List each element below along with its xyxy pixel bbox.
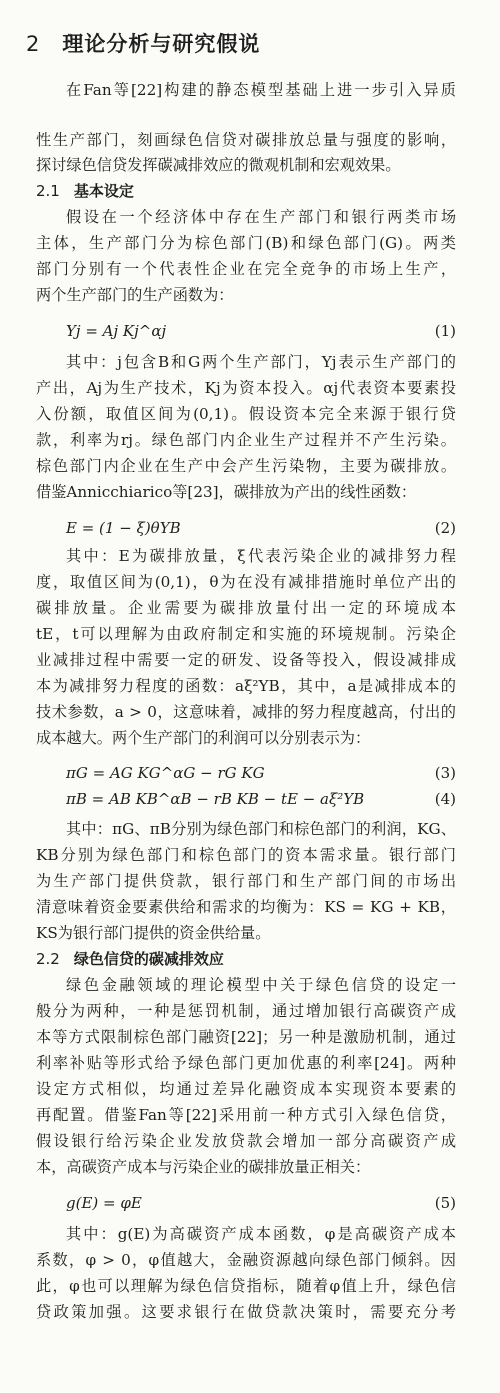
paragraph-line: 其中：E为碳排放量，ξ代表污染企业的减排努力程 <box>66 547 456 565</box>
equation-number: (4) <box>434 790 456 808</box>
paragraph-line: 业减排过程中需要一定的研发、设备等投入，假设减排成 <box>36 651 456 669</box>
paragraph-line: 性生产部门，刻画绿色信贷对碳排放总量与强度的影响， <box>36 131 456 149</box>
equation-body: πG = AG KG^αG − rG KG <box>66 764 265 782</box>
paragraph-line: 本，高碳资产成本与污染企业的碳排放量正相关： <box>36 1158 371 1176</box>
paragraph-line: 碳排放量。企业需要为碳排放量付出一定的环境成本 <box>36 599 456 617</box>
paragraph-line: 绿色金融领域的理论模型中关于绿色信贷的设定一 <box>66 976 456 994</box>
equation-4 <box>66 786 456 812</box>
paragraph-line: tE，t可以理解为由政府制定和实施的环境规制。污染企 <box>36 625 456 643</box>
paragraph-line: 其中：πG、πB分别为绿色部门和棕色部门的利润，KG、 <box>66 820 456 838</box>
paragraph-line: 般分为两种，一种是惩罚机制，通过增加银行高碳资产成 <box>36 1002 456 1020</box>
paragraph-line: 产出，Aj为生产技术，Kj为资本投入。αj代表资本要素投 <box>36 379 456 397</box>
paragraph-line: 设定方式相似，均通过差异化融资成本实现资本要素的 <box>36 1080 456 1098</box>
paragraph-line: 入份额，取值区间为(0,1)。假设资本完全来源于银行贷 <box>36 405 456 423</box>
equation-number: (3) <box>434 764 456 782</box>
subsection-number: 2.1 <box>36 182 60 200</box>
paragraph-line: 本等方式限制棕色部门融资[22]；另一种是激励机制，通过 <box>36 1028 456 1046</box>
paragraph-line: 系数，φ > 0，φ值越大，金融资源越向绿色部门倾斜。因 <box>36 1251 456 1269</box>
paragraph-line: 假设银行给污染企业发放贷款会增加一部分高碳资产成 <box>36 1132 456 1150</box>
equation-1 <box>66 318 456 344</box>
paragraph-line: 利率补贴等形式给予绿色部门更加优惠的利率[24]。两种 <box>36 1054 456 1072</box>
paragraph-line: 此，φ也可以理解为绿色信贷指标，随着φ值上升，绿色信 <box>36 1277 456 1295</box>
section-title: 理论分析与研究假说 <box>62 32 261 56</box>
equation-5 <box>66 1190 456 1216</box>
equation-3 <box>66 760 456 786</box>
paragraph-line: 棕色部门内企业在生产中会产生污染物，主要为碳排放。 <box>36 457 456 475</box>
equation-body: Yj = Aj Kj^αj <box>66 322 167 340</box>
equation-body: E = (1 − ξ)θYB <box>66 519 181 537</box>
paragraph-line: 技术参数，a > 0，这意味着，减排的努力程度越高，付出的 <box>36 703 456 721</box>
paragraph-line: 主体，生产部门分为棕色部门(B)和绿色部门(G)。两类 <box>36 234 456 252</box>
paragraph-line: 探讨绿色信贷发挥碳减排效应的微观机制和宏观效果。 <box>36 156 401 174</box>
paragraph-line: KS为银行部门提供的资金供给量。 <box>36 924 271 942</box>
equation-body: πB = AB KB^αB − rB KB − tE − aξ²YB <box>66 790 365 808</box>
paragraph-line: 借鉴Annicchiarico等[23]，碳排放为产出的线性函数： <box>36 483 417 501</box>
subsection-title: 绿色信贷的碳减排效应 <box>73 950 224 968</box>
equation-number: (1) <box>434 322 456 340</box>
paragraph-line: 部门分别有一个代表性企业在完全竞争的市场上生产， <box>36 260 456 278</box>
subsection-title: 基本设定 <box>73 182 134 200</box>
paragraph-line: 在Fan等[22]构建的静态模型基础上进一步引入异质 <box>66 81 456 99</box>
paragraph-line: 再配置。借鉴Fan等[22]采用前一种方式引入绿色信贷， <box>36 1106 456 1124</box>
subsection-heading <box>36 946 224 972</box>
subsection-heading <box>36 178 134 204</box>
section-heading <box>26 28 260 58</box>
paragraph-line: 度，取值区间为(0,1)，θ为在没有减排措施时单位产出的 <box>36 573 456 591</box>
equation-body: g(E) = φE <box>66 1194 142 1212</box>
paragraph-line: 其中：j包含B和G两个生产部门，Yj表示生产部门的 <box>66 353 456 371</box>
equation-number: (5) <box>434 1194 456 1212</box>
paragraph-line: 假设在一个经济体中存在生产部门和银行两类市场 <box>66 208 456 226</box>
paragraph-line: 贷政策加强。这要求银行在做贷款决策时，需要充分考 <box>36 1303 456 1321</box>
paragraph-line: 两个生产部门的生产函数为： <box>36 286 234 304</box>
subsection-number: 2.2 <box>36 950 60 968</box>
equation-number: (2) <box>434 519 456 537</box>
paragraph-line: 清意味着资金要素供给和需求的均衡为：KS = KG + KB， <box>36 898 456 916</box>
paragraph-line: 其中：g(E)为高碳资产成本函数，φ是高碳资产成本 <box>66 1225 456 1243</box>
paragraph-line: 本为减排努力程度的函数：aξ²YB，其中，a是减排成本的 <box>36 677 456 695</box>
section-number: 2 <box>26 32 41 56</box>
paragraph-line: 为生产部门提供贷款，银行部门和生产部门间的市场出 <box>36 872 456 890</box>
paragraph-line: 成本越大。两个生产部门的利润可以分别表示为： <box>36 729 371 747</box>
equation-2 <box>66 515 456 541</box>
paragraph-line: KB分别为绿色部门和棕色部门的资本需求量。银行部门 <box>36 846 456 864</box>
paragraph-line: 款，利率为rj。绿色部门内企业生产过程并不产生污染。 <box>36 431 456 449</box>
